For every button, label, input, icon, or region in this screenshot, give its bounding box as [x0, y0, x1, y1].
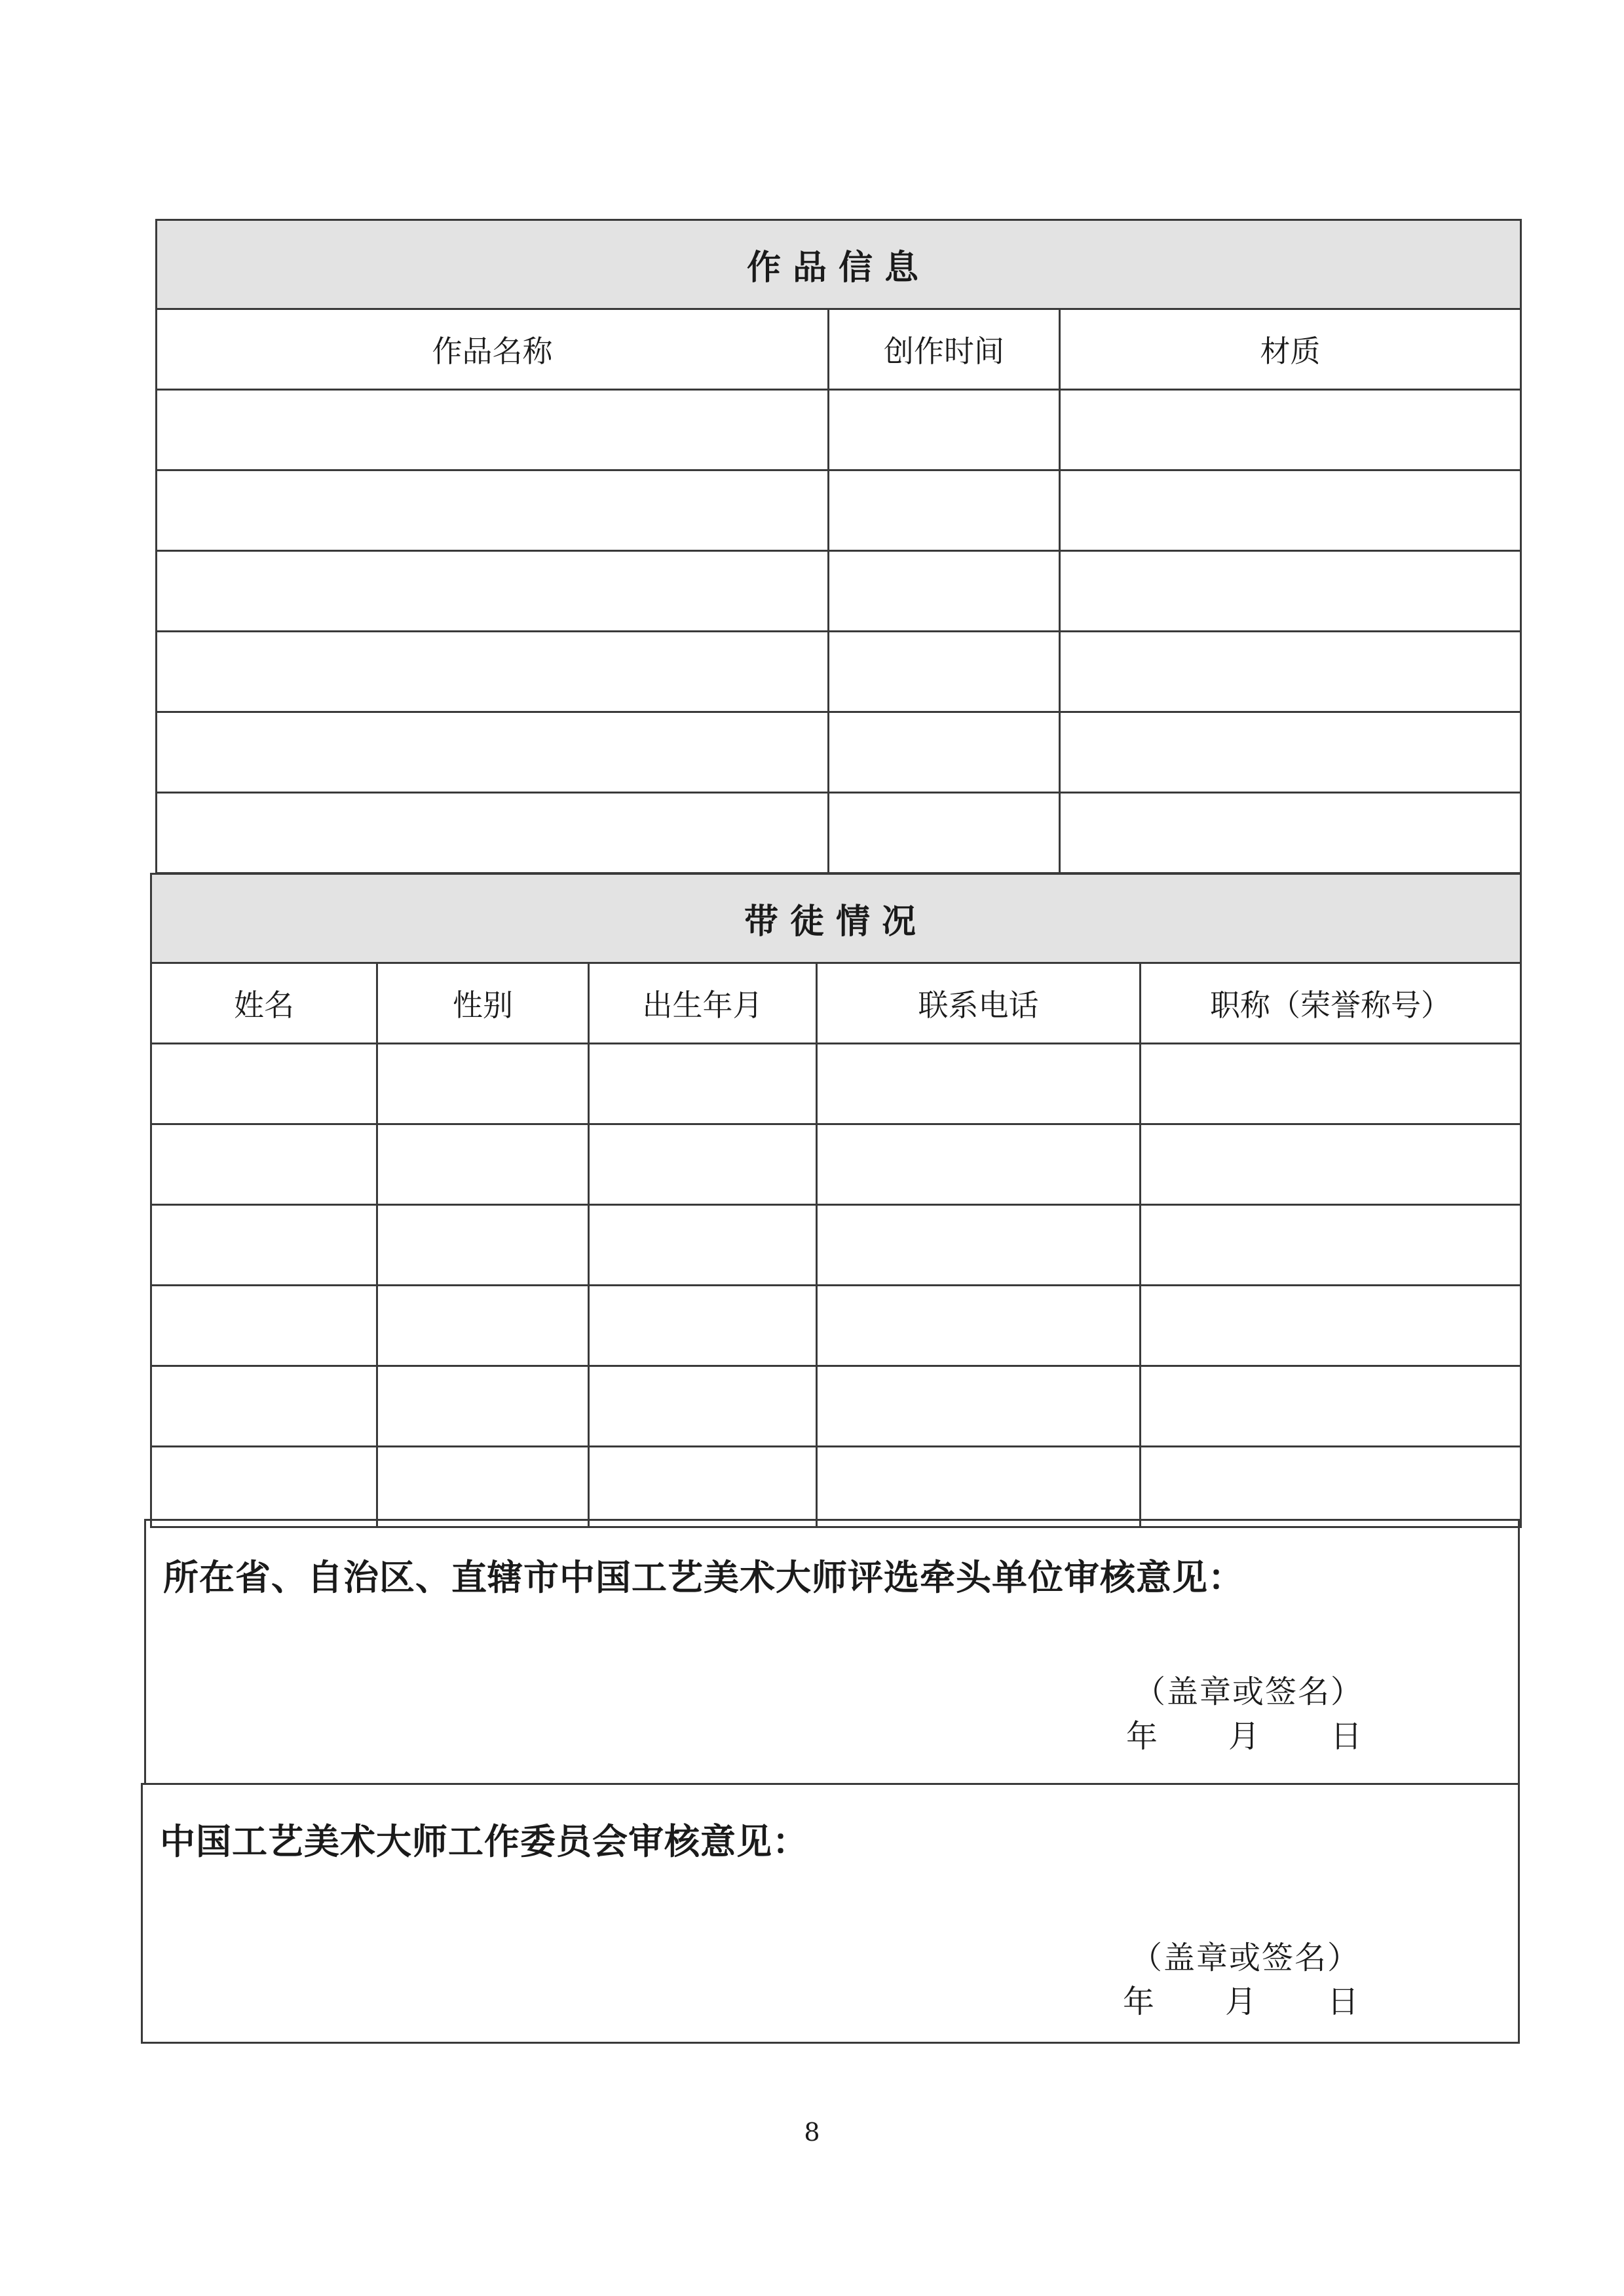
- apprentice-cell-birth[interactable]: [589, 1366, 817, 1447]
- apprentice-cell-gender[interactable]: [377, 1205, 589, 1286]
- apprentice-cell-gender[interactable]: [377, 1286, 589, 1366]
- works-cell-material[interactable]: [1060, 390, 1521, 470]
- works-row: [157, 632, 1521, 712]
- apprentice-cell-gender[interactable]: [377, 1447, 589, 1527]
- works-cell-name[interactable]: [157, 632, 829, 712]
- works-cell-date[interactable]: [829, 390, 1060, 470]
- works-cell-material[interactable]: [1060, 632, 1521, 712]
- apprentice-header-gender: 性别: [377, 963, 589, 1044]
- apprentice-cell-phone[interactable]: [817, 1286, 1141, 1366]
- apprentice-cell-title[interactable]: [1141, 1205, 1521, 1286]
- apprentice-table: [150, 873, 1522, 1528]
- committee-date-line: [1123, 1976, 1359, 2021]
- works-row: [157, 551, 1521, 632]
- apprentice-cell-gender[interactable]: [377, 1044, 589, 1124]
- committee-review-box[interactable]: [141, 1783, 1520, 2044]
- works-row: [157, 712, 1521, 793]
- works-row: [157, 390, 1521, 470]
- committee-review-label: 中国工艺美术大师工作委员会审核意见：: [160, 1820, 808, 1862]
- date-month-label: 月: [1224, 1983, 1256, 2020]
- apprentice-cell-birth[interactable]: [589, 1286, 817, 1366]
- works-header-material: 材质: [1060, 309, 1521, 390]
- apprentice-cell-name[interactable]: [151, 1044, 377, 1124]
- apprentice-cell-name[interactable]: [151, 1286, 377, 1366]
- apprentice-header-name: 姓名: [151, 963, 377, 1044]
- apprentice-cell-title[interactable]: [1141, 1447, 1521, 1527]
- works-cell-name[interactable]: [157, 470, 829, 551]
- apprentice-cell-name[interactable]: [151, 1124, 377, 1205]
- date-year-label: 年: [1123, 1983, 1155, 2020]
- apprentice-cell-phone[interactable]: [817, 1205, 1141, 1286]
- apprentice-row: [151, 1366, 1521, 1447]
- apprentice-cell-name[interactable]: [151, 1366, 377, 1447]
- works-row: [157, 470, 1521, 551]
- works-info-table: [155, 219, 1522, 874]
- works-cell-name[interactable]: [157, 551, 829, 632]
- apprentice-section-title: 带徒情况: [151, 874, 1521, 963]
- works-cell-date[interactable]: [829, 793, 1060, 873]
- apprentice-cell-phone[interactable]: [817, 1124, 1141, 1205]
- works-section-title: 作品信息: [157, 220, 1521, 309]
- apprentice-cell-gender[interactable]: [377, 1124, 589, 1205]
- date-year-label: 年: [1126, 1718, 1158, 1755]
- works-cell-name[interactable]: [157, 390, 829, 470]
- apprentice-cell-gender[interactable]: [377, 1366, 589, 1447]
- works-cell-material[interactable]: [1060, 712, 1521, 793]
- provincial-review-box[interactable]: [144, 1519, 1520, 1785]
- provincial-review-label: 所在省、自治区、直辖市中国工艺美术大师评选牵头单位审核意见：: [163, 1556, 1244, 1598]
- apprentice-cell-birth[interactable]: [589, 1124, 817, 1205]
- apprentice-cell-name[interactable]: [151, 1447, 377, 1527]
- apprentice-header-phone: 联系电话: [817, 963, 1141, 1044]
- date-month-label: 月: [1228, 1718, 1260, 1755]
- works-cell-material[interactable]: [1060, 793, 1521, 873]
- works-cell-name[interactable]: [157, 712, 829, 793]
- apprentice-header-title: 职称（荣誉称号）: [1141, 963, 1521, 1044]
- page-number: 8: [804, 2118, 820, 2147]
- works-cell-material[interactable]: [1060, 470, 1521, 551]
- apprentice-cell-title[interactable]: [1141, 1366, 1521, 1447]
- works-cell-date[interactable]: [829, 712, 1060, 793]
- works-header-date: 创作时间: [829, 309, 1060, 390]
- works-cell-date[interactable]: [829, 632, 1060, 712]
- apprentice-cell-name[interactable]: [151, 1205, 377, 1286]
- apprentice-cell-birth[interactable]: [589, 1044, 817, 1124]
- works-row: [157, 793, 1521, 873]
- committee-seal-note: （盖章或签名）: [1131, 1940, 1361, 1976]
- apprentice-cell-title[interactable]: [1141, 1044, 1521, 1124]
- works-cell-name[interactable]: [157, 793, 829, 873]
- apprentice-cell-title[interactable]: [1141, 1124, 1521, 1205]
- date-day-label: 日: [1330, 1718, 1362, 1755]
- apprentice-header-birth: 出生年月: [589, 963, 817, 1044]
- date-day-label: 日: [1327, 1983, 1359, 2020]
- provincial-seal-note: （盖章或签名）: [1134, 1674, 1364, 1710]
- apprentice-row: [151, 1205, 1521, 1286]
- apprentice-row: [151, 1286, 1521, 1366]
- apprentice-cell-phone[interactable]: [817, 1447, 1141, 1527]
- works-cell-date[interactable]: [829, 470, 1060, 551]
- apprentice-cell-phone[interactable]: [817, 1044, 1141, 1124]
- works-header-name: 作品名称: [157, 309, 829, 390]
- apprentice-cell-title[interactable]: [1141, 1286, 1521, 1366]
- apprentice-row: [151, 1447, 1521, 1527]
- apprentice-cell-birth[interactable]: [589, 1447, 817, 1527]
- works-cell-material[interactable]: [1060, 551, 1521, 632]
- apprentice-row: [151, 1124, 1521, 1205]
- apprentice-row: [151, 1044, 1521, 1124]
- apprentice-cell-birth[interactable]: [589, 1205, 817, 1286]
- provincial-date-line: [1126, 1711, 1362, 1756]
- works-cell-date[interactable]: [829, 551, 1060, 632]
- apprentice-cell-phone[interactable]: [817, 1366, 1141, 1447]
